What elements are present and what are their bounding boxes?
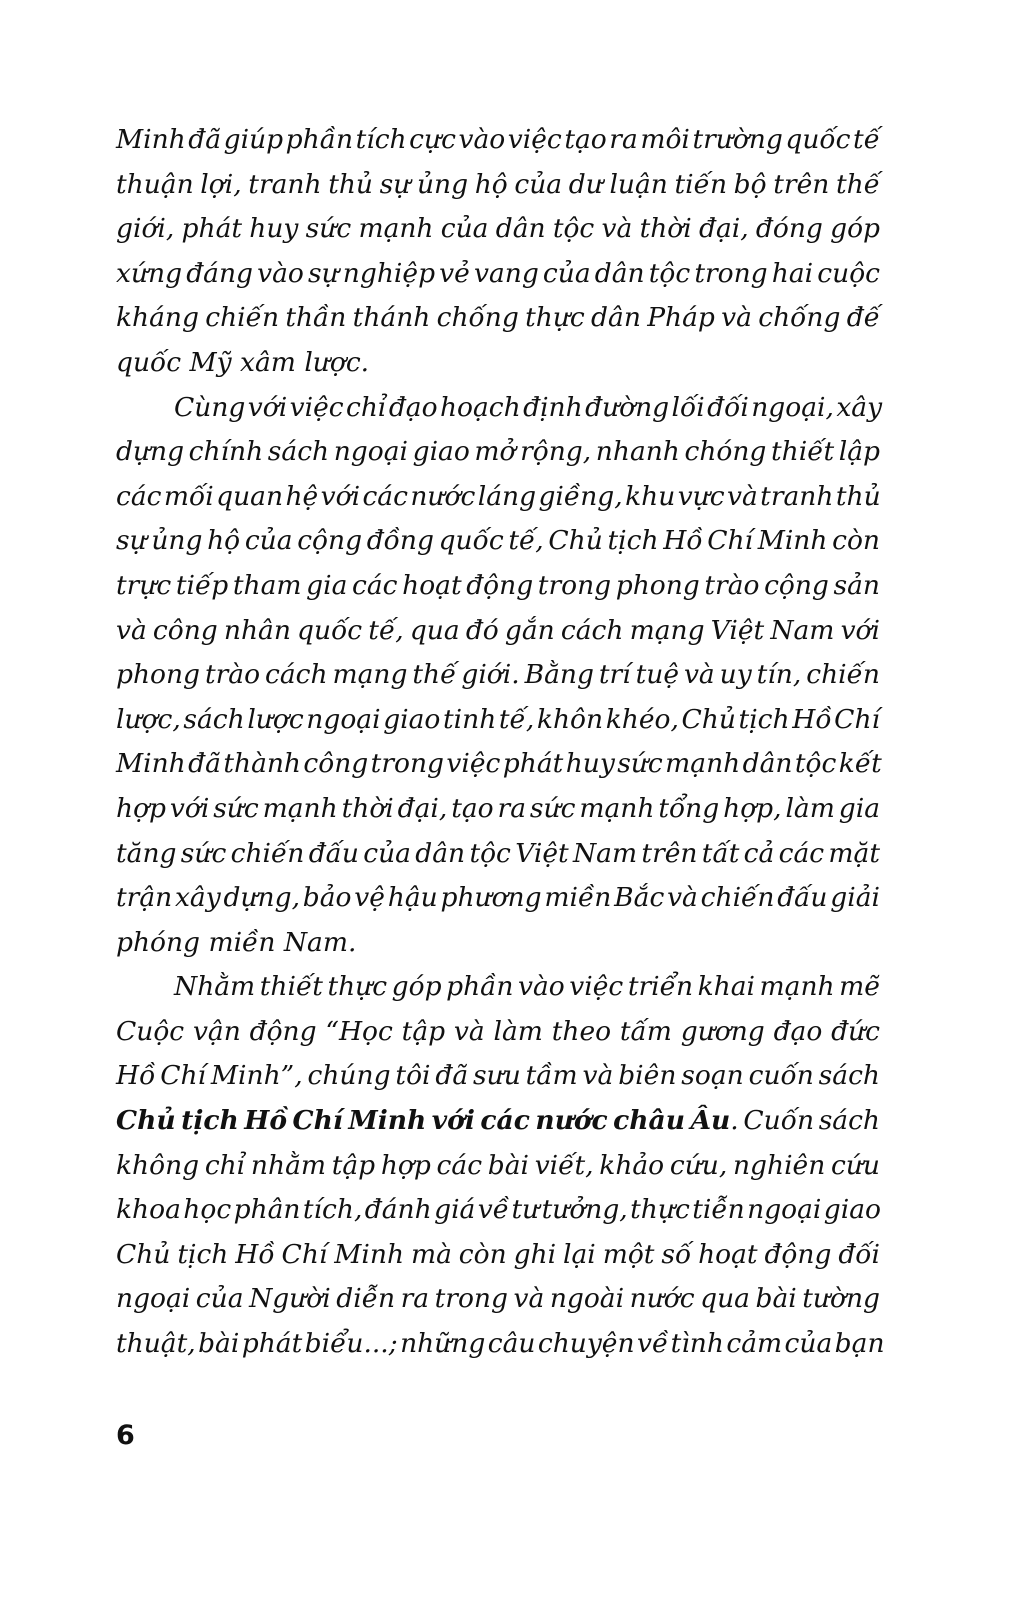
text-line: trận xây dựng, bảo vệ hậu phương miền Bắc và chiến đấu giải bbox=[116, 882, 880, 914]
page-body bbox=[116, 118, 885, 1367]
text-line: Cuộc vận động “Học tập và làm theo tấm gương đạo đức bbox=[116, 1015, 880, 1047]
paragraph-1 bbox=[116, 118, 880, 386]
text-line: giới, phát huy sức mạnh của dân tộc và thời đại, đóng góp bbox=[116, 213, 880, 245]
page-number: 6 bbox=[116, 1420, 135, 1451]
text-line: Cùng với việc chỉ đạo hoạch định đường lối đối ngoại, xây bbox=[174, 391, 883, 423]
paragraph-2 bbox=[116, 386, 883, 966]
text-line: ngoại của Người diễn ra trong và ngoài nước qua bài tường bbox=[116, 1283, 880, 1315]
text-line: hợp với sức mạnh thời đại, tạo ra sức mạnh tổng hợp, làm gia bbox=[116, 792, 880, 824]
text-line: lược, sách lược ngoại giao tinh tế, khôn khéo, Chủ tịch Hồ Chí bbox=[116, 703, 880, 735]
text-line: Nhằm thiết thực góp phần vào việc triển khai mạnh mẽ bbox=[174, 971, 880, 1003]
text-line: Minh đã giúp phần tích cực vào việc tạo ra môi trường quốc tế bbox=[116, 124, 880, 155]
text-line: quốc Mỹ xâm lược. bbox=[116, 346, 370, 378]
text-line-with-title bbox=[116, 1099, 880, 1144]
text-line: khoa học phân tích, đánh giá về tư tưởng, thực tiễn ngoại giao bbox=[116, 1194, 882, 1226]
text-line: kháng chiến thần thánh chống thực dân Pháp và chống đế bbox=[116, 302, 880, 334]
text-line: Chủ tịch Hồ Chí Minh mà còn ghi lại một số hoạt động đối bbox=[116, 1238, 880, 1270]
text-fragment: . Cuốn sách bbox=[730, 1105, 880, 1137]
text-line: dựng chính sách ngoại giao mở rộng, nhanh chóng thiết lập bbox=[116, 436, 880, 468]
text-line: không chỉ nhằm tập hợp các bài viết, khảo cứu, nghiên cứu bbox=[116, 1149, 880, 1181]
book-title: Chủ tịch Hồ Chí Minh với các nước châu Âu bbox=[116, 1105, 731, 1137]
text-line: trực tiếp tham gia các hoạt động trong phong trào cộng sản bbox=[116, 569, 880, 601]
text-line: và công nhân quốc tế, qua đó gắn cách mạng Việt Nam với bbox=[116, 614, 880, 646]
text-line: phóng miền Nam. bbox=[116, 926, 357, 958]
text-line: thuận lợi, tranh thủ sự ủng hộ của dư luận tiến bộ trên thế bbox=[116, 168, 880, 200]
text-line: các mối quan hệ với các nước láng giềng, khu vực và tranh thủ bbox=[116, 480, 881, 512]
text-line: tăng sức chiến đấu của dân tộc Việt Nam trên tất cả các mặt bbox=[116, 837, 880, 869]
text-line: phong trào cách mạng thế giới. Bằng trí tuệ và uy tín, chiến bbox=[116, 659, 880, 691]
text-line: sự ủng hộ của cộng đồng quốc tế, Chủ tịch Hồ Chí Minh còn bbox=[116, 525, 880, 557]
text-line: thuật, bài phát biểu...; những câu chuyện về tình cảm của bạn bbox=[116, 1328, 885, 1360]
text-line: Minh đã thành công trong việc phát huy sức mạnh dân tộc kết bbox=[116, 748, 882, 780]
paragraph-3 bbox=[116, 965, 885, 1366]
text-line: xứng đáng vào sự nghiệp vẻ vang của dân tộc trong hai cuộc bbox=[116, 257, 880, 289]
text-line: Hồ Chí Minh”, chúng tôi đã sưu tầm và biên soạn cuốn sách bbox=[116, 1060, 880, 1092]
